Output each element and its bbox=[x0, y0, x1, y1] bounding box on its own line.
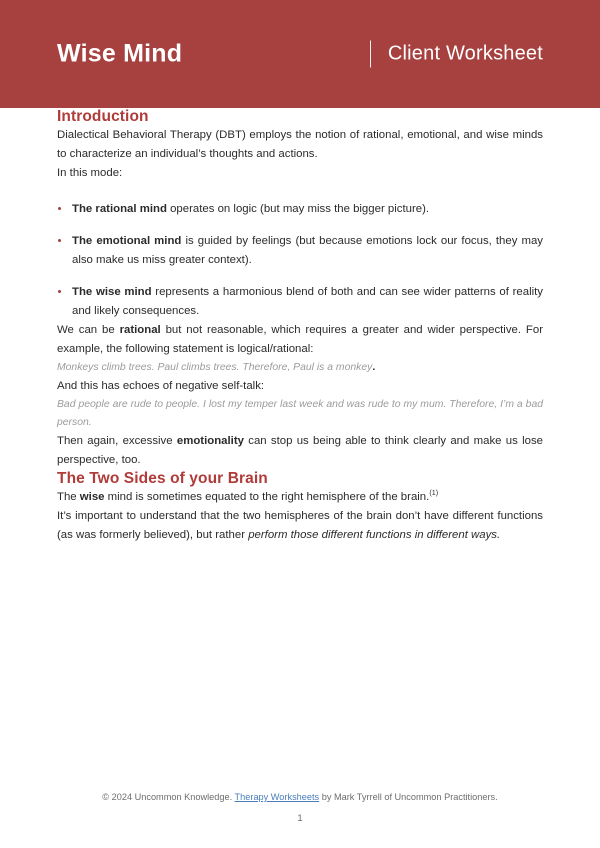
intro-paragraph-5 bbox=[57, 432, 543, 470]
list-item bbox=[57, 283, 543, 321]
brain-p2-part1: It’s important to understand that the two hemispheres of the brain don’t have different functions (as was formerly believed), but rather bbox=[57, 510, 543, 541]
example-quote-2: Bad people are rude to people. I lost my temper last week and was rude to my mum. Therefore, I’m a bad person. bbox=[57, 399, 543, 428]
intro-p5-bold: emotionality bbox=[176, 435, 244, 447]
bullet-2-bold: The emotional mind bbox=[72, 235, 182, 247]
therapy-worksheets-link[interactable]: Therapy Worksheets bbox=[234, 792, 320, 802]
intro-p3-part2: but not reasonable, which requires a greater and wider perspective. For example, the following statement is logical/rational: bbox=[57, 324, 543, 355]
list-item bbox=[57, 200, 543, 219]
bullet-2-text: is guided by feelings (but because emotions lock our focus, they may also make us miss greater context). bbox=[72, 235, 543, 266]
intro-p3-part1: We can be bbox=[57, 324, 120, 336]
document-content bbox=[57, 108, 543, 545]
bullet-3-bold: The wise mind bbox=[72, 286, 152, 298]
header-right-group bbox=[370, 41, 543, 68]
page-footer bbox=[0, 790, 600, 804]
intro-p5-part1: Then again, excessive bbox=[57, 435, 177, 447]
intro-p5-part2: can stop us being able to think clearly and make us lose perspective, too. bbox=[57, 435, 543, 466]
header-divider-icon bbox=[370, 41, 371, 68]
heading-introduction: Introduction bbox=[57, 108, 149, 125]
bullet-1-text: operates on logic (but may miss the bigger picture). bbox=[166, 203, 430, 215]
intro-p3-bold: rational bbox=[119, 324, 161, 336]
example-quote-1 bbox=[57, 359, 543, 377]
quote-1-text: Monkeys climb trees. Paul climbs trees. Therefore, Paul is a monkey bbox=[57, 362, 373, 373]
page-number: 1 bbox=[297, 813, 303, 824]
quote-1-period: . bbox=[372, 362, 376, 373]
intro-paragraph-2: In this mode: bbox=[57, 167, 123, 179]
footer-copyright: © 2024 Uncommon Knowledge. bbox=[102, 792, 235, 802]
page-header bbox=[0, 0, 600, 108]
brain-p1-part2: mind is sometimes equated to the right hemisphere of the brain. bbox=[104, 491, 430, 503]
brain-paragraph-1 bbox=[57, 488, 543, 507]
footer-attribution: by Mark Tyrrell of Uncommon Practitioners. bbox=[319, 792, 498, 802]
footnote-marker: (1) bbox=[429, 488, 439, 498]
mind-types-list bbox=[57, 200, 543, 321]
bullet-3-text: represents a harmonious blend of both and can see wider patterns of reality and likely consequences. bbox=[72, 286, 543, 317]
brain-p1-part1: The bbox=[57, 491, 80, 503]
header-subtitle: Client Worksheet bbox=[387, 42, 543, 65]
intro-paragraph-4: And this has echoes of negative self-talk: bbox=[57, 380, 265, 392]
brain-p1-bold: wise bbox=[79, 491, 105, 503]
intro-paragraph-3 bbox=[57, 321, 543, 359]
heading-two-sides: The Two Sides of your Brain bbox=[57, 470, 268, 487]
brain-p2-italic: perform those different functions in different ways. bbox=[248, 529, 501, 541]
page-title: Wise Mind bbox=[57, 39, 183, 68]
list-item bbox=[57, 232, 543, 270]
intro-paragraph-1: Dialectical Behavioral Therapy (DBT) employs the notion of rational, emotional, and wise minds to characterize an individual’s thoughts and actions. bbox=[57, 129, 543, 160]
brain-paragraph-2 bbox=[57, 507, 543, 545]
bullet-1-bold: The rational mind bbox=[72, 203, 167, 215]
